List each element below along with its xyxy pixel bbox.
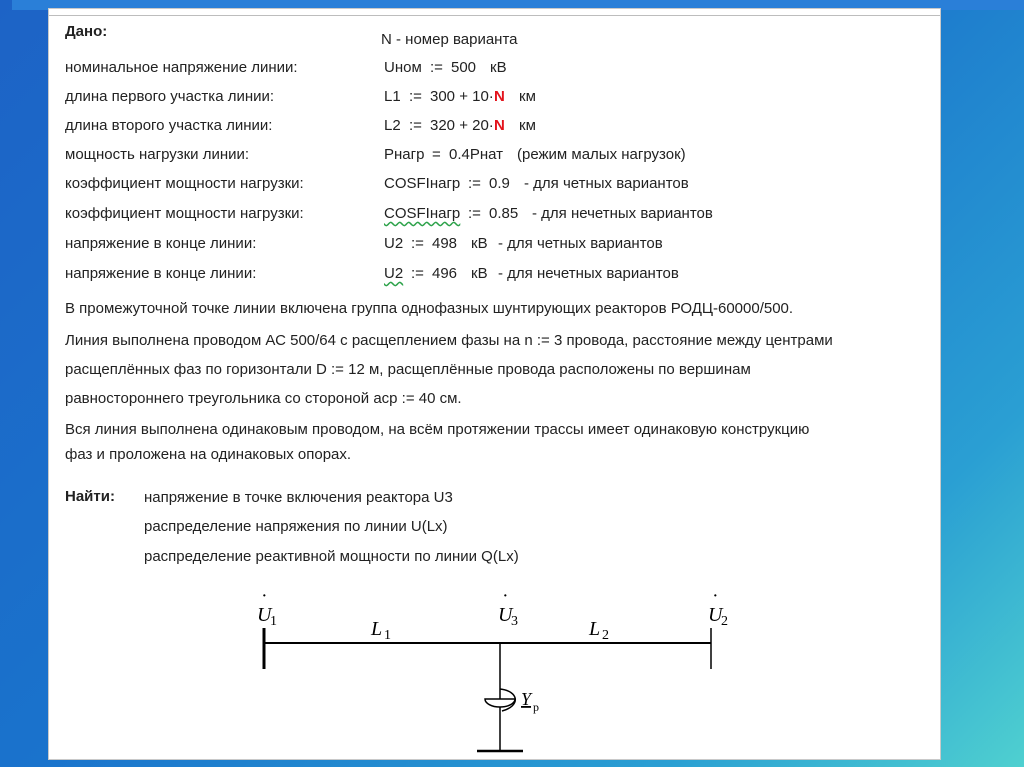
page-top-divider — [49, 15, 940, 16]
given-row-operator: := — [409, 117, 422, 134]
given-row-value: 320 + 20· — [430, 117, 494, 134]
given-row-variant-symbol: N — [494, 88, 505, 105]
find-title: Найти: — [65, 488, 115, 505]
given-row-note: - для четных вариантов — [524, 175, 689, 192]
variant-note: N - номер варианта — [381, 31, 518, 48]
given-row-unit: км — [519, 88, 536, 105]
l2-label: L — [589, 618, 601, 640]
conductor-paragraph-line-2: расщеплённых фаз по горизонтали D := 12 м, расщеплённые провода расположены по вершинам — [65, 361, 751, 378]
given-row-variable: U2 — [384, 265, 404, 282]
worksheet-page — [48, 8, 941, 760]
u2-dot: · — [713, 589, 718, 604]
given-row-unit: кВ — [471, 235, 488, 252]
l1-label: L — [371, 618, 383, 640]
given-row-value: 500 — [451, 59, 477, 76]
u2-label: U — [708, 604, 723, 626]
given-row-value: 496 — [432, 265, 458, 282]
given-row-variable: COSFIнагр — [384, 205, 461, 222]
given-row-operator: := — [430, 59, 443, 76]
given-row-unit: км — [519, 117, 536, 134]
construction-paragraph-line-2: фаз и проложена на одинаковых опорах. — [65, 446, 352, 463]
given-row-value: 0.4Pнат — [449, 146, 504, 163]
given-row-note: (режим малых нагрузок) — [517, 146, 686, 163]
given-row-operator: := — [411, 235, 424, 252]
given-row-label: номинальное напряжение линии: — [65, 59, 298, 76]
given-row-unit: кВ — [490, 59, 507, 76]
given-row-value: 0.85 — [489, 205, 519, 222]
reactor-core-symbol — [485, 699, 515, 707]
u1-dot: · — [262, 589, 267, 604]
reactor-paragraph: В промежуточной точке линии включена группа однофазных шунтирующих реакторов РОДЦ-60000/500. — [65, 300, 794, 317]
given-row-note: - для нечетных вариантов — [498, 265, 679, 282]
l1-subscript: 1 — [384, 628, 391, 643]
given-row-note: - для нечетных вариантов — [532, 205, 713, 222]
find-item-2: распределение напряжения по линии U(Lx) — [144, 518, 448, 535]
u3-subscript: 3 — [511, 614, 518, 629]
find-item-3: распределение реактивной мощности по линии Q(Lx) — [144, 548, 519, 565]
given-row-operator: = — [432, 146, 441, 163]
given-row-label: длина первого участка линии: — [65, 88, 275, 105]
given-row-variable: COSFIнагр — [384, 175, 461, 192]
given-row-label: коэффициент мощности нагрузки: — [65, 175, 304, 192]
given-row-operator: := — [409, 88, 422, 105]
given-row-label: длина второго участка линии: — [65, 117, 273, 134]
u3-dot: · — [503, 589, 508, 604]
given-title: Дано: — [65, 23, 108, 40]
l2-subscript: 2 — [602, 628, 609, 643]
construction-paragraph-line-1: Вся линия выполнена одинаковым проводом, на всём протяжении трассы имеет одинаковую конструкцию — [65, 421, 810, 438]
yp-label: Y — [521, 689, 532, 709]
given-row-label: коэффициент мощности нагрузки: — [65, 205, 304, 222]
given-row-operator: := — [468, 175, 481, 192]
u2-subscript: 2 — [721, 614, 728, 629]
conductor-paragraph-line-1: Линия выполнена проводом АС 500/64 с расщеплением фазы на n := 3 провода, расстояние между центрами — [65, 332, 833, 349]
u1-subscript: 1 — [270, 614, 277, 629]
u3-label: U — [498, 604, 513, 626]
find-item-1: напряжение в точке включения реактора U3 — [144, 489, 453, 506]
given-row-operator: := — [468, 205, 481, 222]
given-row-unit: кВ — [471, 265, 488, 282]
line-circuit-diagram — [49, 581, 942, 761]
given-row-variable: L1 — [384, 88, 401, 105]
given-row-note: - для четных вариантов — [498, 235, 663, 252]
given-row-value: 300 + 10· — [430, 88, 494, 105]
given-row-variable: U2 — [384, 235, 404, 252]
given-row-variable: Pнагр — [384, 146, 425, 163]
given-row-variant-symbol: N — [494, 117, 505, 134]
u1-label: U — [257, 604, 272, 626]
given-row-value: 498 — [432, 235, 458, 252]
given-row-label: напряжение в конце линии: — [65, 265, 257, 282]
given-row-operator: := — [411, 265, 424, 282]
conductor-paragraph-line-3: равностороннего треугольника со стороной acp := 40 см. — [65, 390, 462, 407]
given-row-label: мощность нагрузки линии: — [65, 146, 250, 163]
given-row-value: 0.9 — [489, 175, 510, 192]
given-row-variable: Uном — [384, 59, 422, 76]
given-row-label: напряжение в конце линии: — [65, 235, 257, 252]
given-row-variable: L2 — [384, 117, 401, 134]
yp-subscript: p — [533, 700, 539, 714]
